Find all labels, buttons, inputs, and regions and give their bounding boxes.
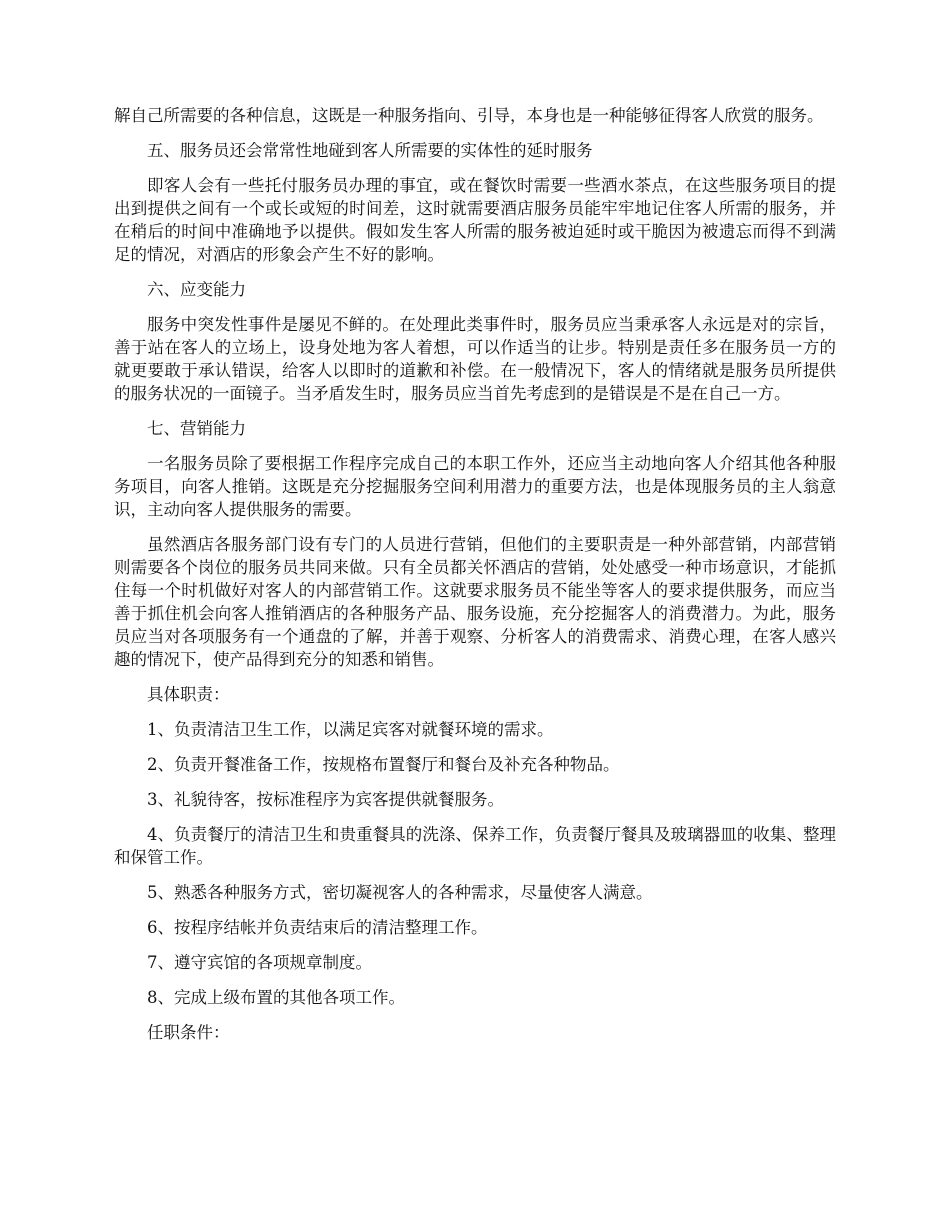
duty-item-3: 3、礼貌待客，按标准程序为宾客提供就餐服务。 bbox=[147, 790, 504, 809]
duty-item-6: 6、按程序结帐并负责结束后的清洁整理工作。 bbox=[147, 918, 488, 937]
requirements-heading: 任职条件： bbox=[147, 1023, 230, 1042]
duties-heading: 具体职责： bbox=[147, 685, 230, 704]
section-heading-5: 五、服务员还会常常性地碰到客人所需要的实体性的延时服务 bbox=[147, 141, 593, 160]
paragraph-marketing-1: 一名服务员除了要根据工作程序完成自己的本职工作外，还应当主动地向客人介绍其他各种服务项目，向客人推销。这既是充分挖掘服务空间利用潜力的重要方法，也是体现服务员的主人翁意识，主动向客人提供服务的需要。 bbox=[114, 454, 836, 519]
section-heading-7: 七、营销能力 bbox=[147, 419, 246, 438]
duty-item-8: 8、完成上级布置的其他各项工作。 bbox=[147, 988, 405, 1007]
duty-item-4: 4、负责餐厅的清洁卫生和贵重餐具的洗涤、保养工作，负责餐厅餐具及玻璃器皿的收集、整理和保管工作。 bbox=[114, 825, 836, 867]
paragraph-delayed-service: 即客人会有一些托付服务员办理的事宜，或在餐饮时需要一些酒水茶点，在这些服务项目的提出到提供之间有一个或长或短的时间差，这时就需要酒店服务员能牢牢地记住客人所需的服务，并在稍后的时间中准确地予以提供。假如发生客人所需的服务被迫延时或干脆因为被遗忘而得不到满足的情况，对酒店的形象会产生不好的影响。 bbox=[114, 176, 836, 264]
duty-item-5: 5、熟悉各种服务方式，密切凝视客人的各种需求，尽量使客人满意。 bbox=[147, 883, 653, 902]
paragraph-continuation: 解自己所需要的各种信息，这既是一种服务指向、引导，本身也是一种能够征得客人欣赏的服务。 bbox=[114, 106, 824, 125]
duty-item-1: 1、负责清洁卫生工作，以满足宾客对就餐环境的需求。 bbox=[147, 720, 554, 739]
paragraph-marketing-2: 虽然酒店各服务部门设有专门的人员进行营销，但他们的主要职责是一种外部营销，内部营销则需要各个岗位的服务员共同来做。只有全员都关怀酒店的营销，处处感受一种市场意识，才能抓住每一个时机做好对客人的内部营销工作。这就要求服务员不能坐等客人的要求提供服务，而应当善于抓住机会向客人推销酒店的各种服务产品、服务设施，充分挖掘客人的消费潜力。为此，服务员应当对各项服务有一个通盘的了解，并善于观察、分析客人的消费需求、消费心理，在客人感兴趣的情况下，使产品得到充分的知悉和销售。 bbox=[114, 535, 836, 669]
duty-item-2: 2、负责开餐准备工作，按规格布置餐厅和餐台及补充各种物品。 bbox=[147, 755, 620, 774]
duty-item-7: 7、遵守宾馆的各项规章制度。 bbox=[147, 953, 372, 972]
section-heading-6: 六、应变能力 bbox=[147, 280, 246, 299]
paragraph-adaptability: 服务中突发性事件是屡见不鲜的。在处理此类事件时，服务员应当秉承客人永远是对的宗旨，善于站在客人的立场上，设身处地为客人着想，可以作适当的让步。特别是责任多在服务员一方的就更要敢于承认错误，给客人以即时的道歉和补偿。在一般情况下，客人的情绪就是服务员所提供的服务状况的一面镜子。当矛盾发生时，服务员应当首先考虑到的是错误是不是在自己一方。 bbox=[114, 315, 836, 403]
